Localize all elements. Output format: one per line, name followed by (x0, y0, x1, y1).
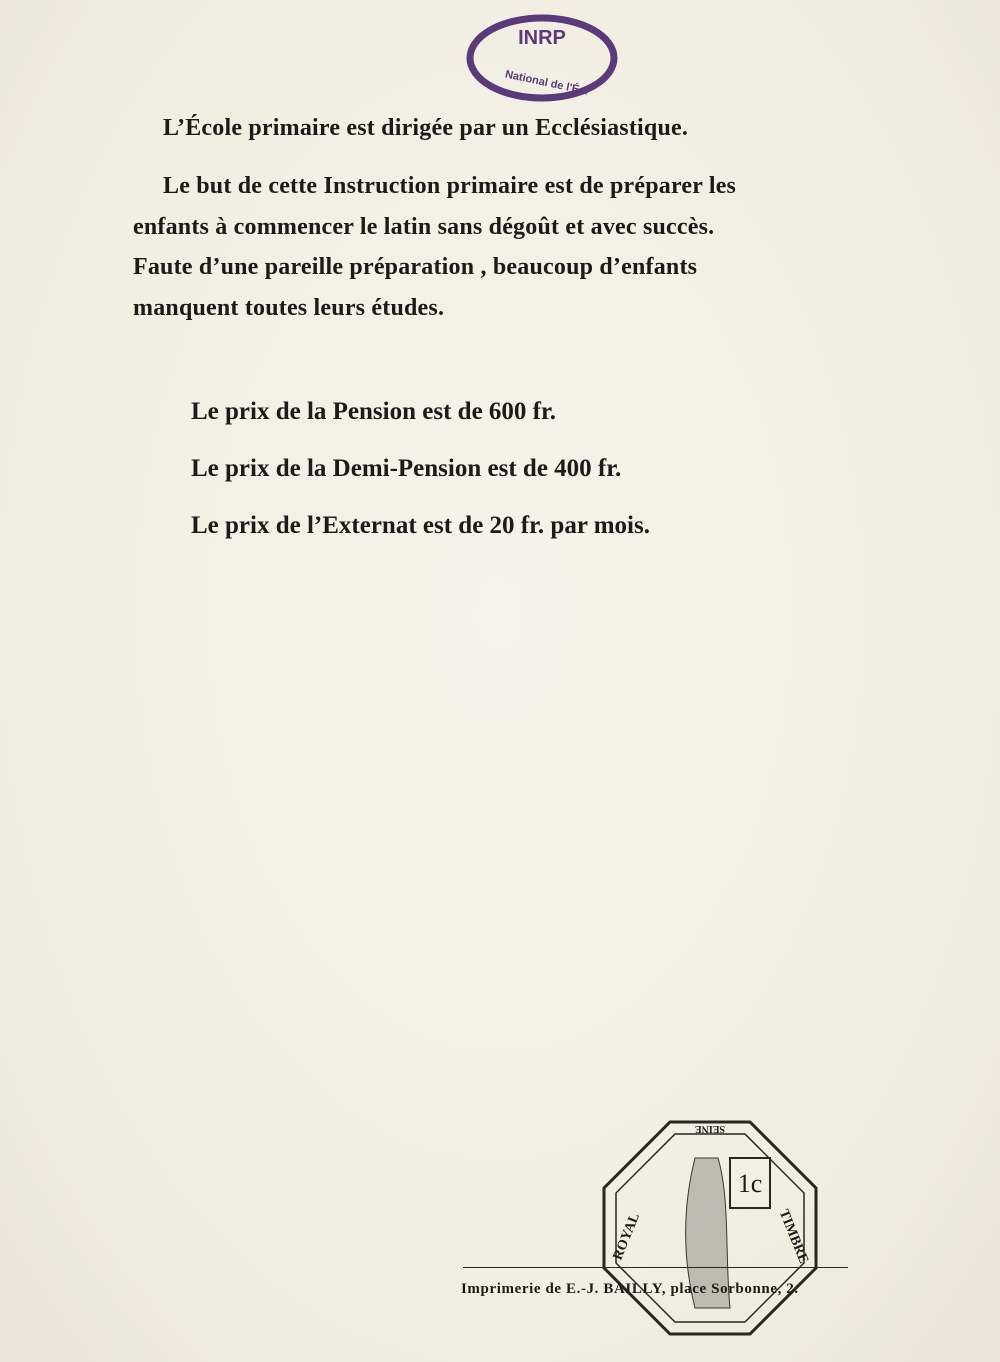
stamp-inrp-subtext: National de l'É... (504, 68, 590, 98)
inrp-library-stamp (466, 14, 618, 102)
stamp-left-text: ROYAL (610, 1211, 643, 1263)
stamp-right-text: TIMBRE (775, 1207, 811, 1266)
stamp-inrp-text: INRP (518, 27, 566, 49)
paragraph-purpose-line: Faute d’une pareille préparation , beaucoup d’enfants (133, 254, 698, 280)
printer-imprint: Imprimerie de E.-J. BAILLY, place Sorbonne, 2. (461, 1281, 799, 1297)
footer-rule (463, 1267, 848, 1268)
price-externat: Le prix de l’Externat est de 20 fr. par mois. (191, 512, 650, 539)
royal-tax-stamp (600, 1118, 820, 1338)
price-demi-pension: Le prix de la Demi-Pension est de 400 fr. (191, 455, 622, 482)
paragraph-purpose (133, 166, 855, 328)
stamp-top-text: SEINE (694, 1123, 726, 1134)
price-pension: Le prix de la Pension est de 600 fr. (191, 398, 557, 425)
paragraph-purpose-line: enfants à commencer le latin sans dégoût et avec succès. (133, 213, 715, 240)
paragraph-purpose-line: Le but de cette Instruction primaire est de préparer les (163, 173, 737, 199)
stamp-value: 1c (737, 1169, 763, 1198)
paragraph-purpose-line: manquent toutes leurs études. (133, 294, 445, 321)
paragraph-direction: L’École primaire est dirigée par un Ecclésiastique. (163, 115, 689, 141)
